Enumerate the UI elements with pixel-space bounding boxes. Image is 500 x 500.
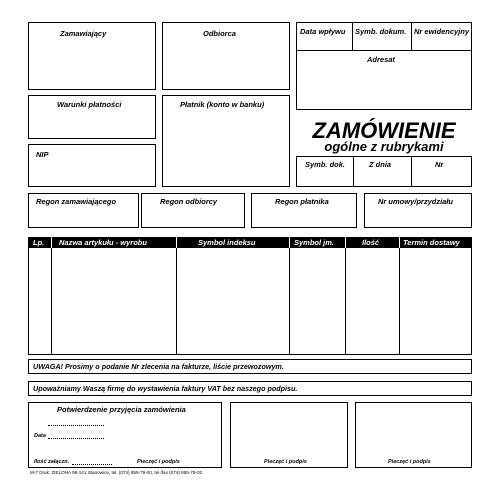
adresat-label: Adresat (367, 55, 395, 64)
col-line (51, 248, 52, 355)
col-line (345, 248, 346, 355)
col-sep (176, 237, 177, 248)
col-sep (345, 237, 346, 248)
zamawiajacy-label: Zamawiający (60, 29, 107, 38)
document-subtitle: ogólne z rubrykami (324, 139, 444, 154)
ilosc-zalaczn-label: Ilość załączn. (34, 459, 70, 465)
ilosc-dotted-line (72, 464, 112, 465)
potwierdzenie-label: Potwierdzenie przyjęcia zamówienia (57, 405, 186, 414)
upowazniamy-note: Upoważniamy Waszą firmę do wystawienia faktury VAT bez naszego podpisu. (33, 384, 298, 393)
pieczec-label-3: Pieczęć i podpis (388, 459, 431, 465)
pieczec-label-1: Pieczęć i podpis (137, 459, 180, 465)
col-nazwa-header: Nazwa artykułu - wyrobu (59, 238, 147, 247)
info-sep-1 (352, 22, 353, 50)
col-line (176, 248, 177, 355)
info-sep-2 (411, 22, 412, 50)
col-lp-header: Lp. (33, 238, 45, 247)
nip-label: NIP (36, 150, 49, 159)
z-dnia-label: Z dnia (369, 160, 392, 169)
col-sep (51, 237, 52, 248)
data-label: Data (34, 433, 46, 439)
regon-platnika-label: Regon płatnika (275, 197, 329, 206)
regon-odbiorcy-label: Regon odbiorcy (160, 197, 218, 206)
data-wplywu-label: Data wpływu (300, 27, 346, 36)
printer-footer: M-7 Druk: ZIELONA 58-141 Stanowice, tel. (074) 855-79-00, tel./fax (074) 855-79-02 (30, 470, 203, 475)
warunki-platnosci-label: Warunki płatności (57, 100, 122, 109)
col-line (289, 248, 290, 355)
regon-zamawiajacego-label: Regon zamawiającego (36, 197, 117, 206)
nr-label: Nr (435, 160, 444, 169)
doc-number-sep-2 (411, 156, 412, 187)
nr-umowy-label: Nr umowy/przydziału (378, 197, 454, 206)
document-title: ZAMÓWIENIE (312, 118, 456, 143)
data-dotted-line-upper (48, 425, 104, 426)
items-table[interactable] (28, 237, 472, 355)
symb-dokum-label: Symb. dokum. (355, 27, 407, 36)
col-symbol-jm-header: Symbol jm. (294, 238, 335, 247)
odbiorca-label: Odbiorca (203, 29, 236, 38)
col-sep (289, 237, 290, 248)
uwaga-note: UWAGA! Prosimy o podanie Nr zlecenia na fakturze, liście przewozowym. (33, 362, 284, 371)
platnik-label: Płatnik (konto w banku) (180, 100, 265, 109)
symb-dok-label: Symb. dok. (305, 160, 346, 169)
data-dotted-line (48, 438, 104, 439)
col-symbol-indeksu-header: Symbol indeksu (198, 238, 256, 247)
doc-number-sep-1 (353, 156, 354, 187)
pieczec-label-2: Pieczęć i podpis (264, 459, 307, 465)
col-line (399, 248, 400, 355)
col-ilosc-header: Ilość (362, 238, 380, 247)
col-sep (399, 237, 400, 248)
items-table-header (28, 237, 472, 248)
col-termin-header: Termin dostawy (403, 238, 460, 247)
nr-ewidencyjny-label: Nr ewidencyjny (414, 27, 470, 36)
info-divider (296, 50, 472, 51)
